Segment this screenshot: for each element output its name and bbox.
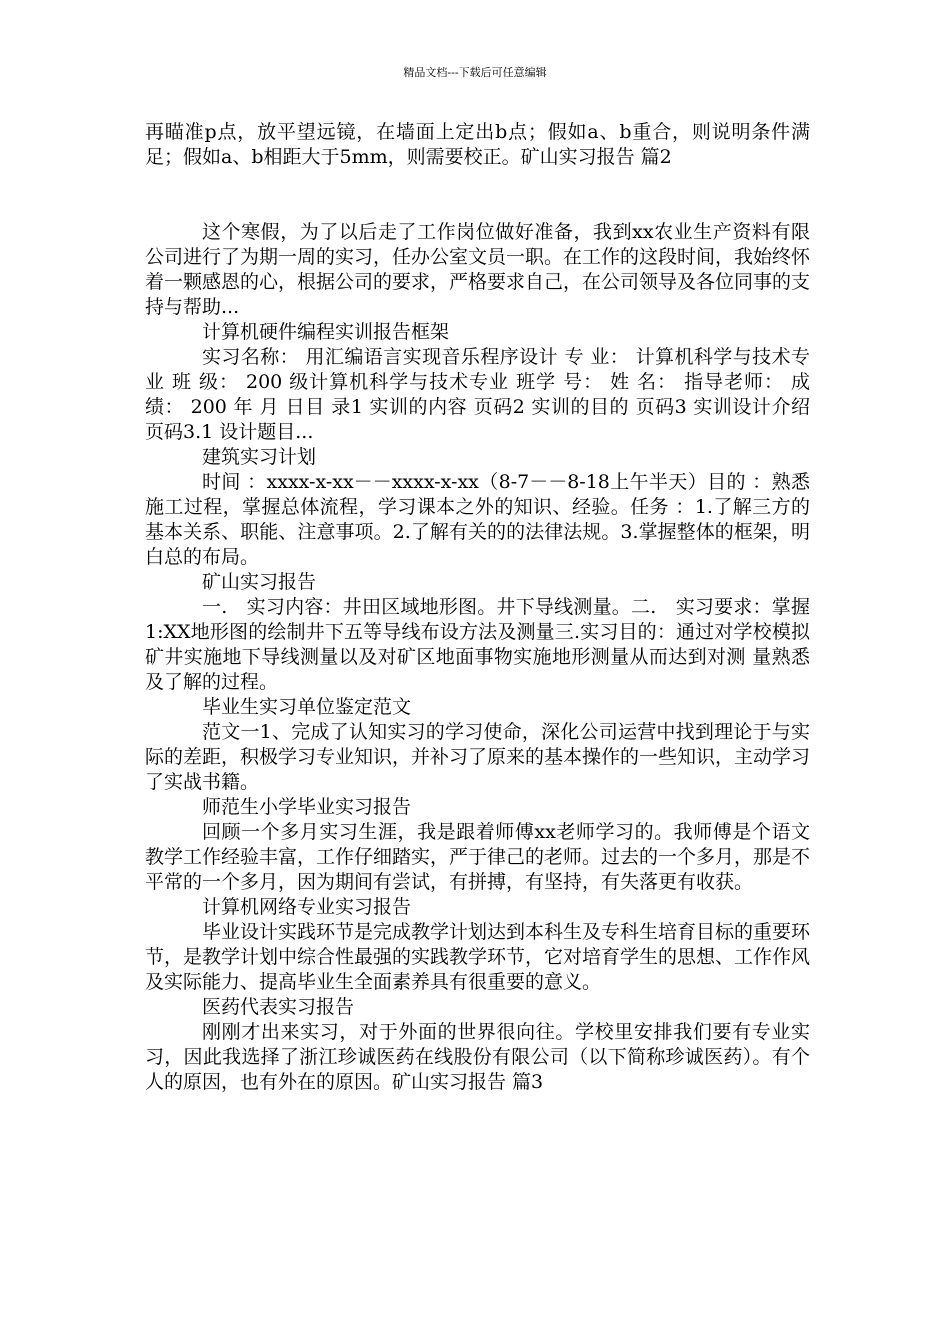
paragraph-gap bbox=[145, 170, 810, 220]
paragraph-continuation: 再瞄准p点，放平望远镜，在墙面上定出b点；假如a、b重合，则说明条件满足；假如a、b相距大于5mm，则需要校正。矿山实习报告 篇2 bbox=[145, 121, 810, 168]
heading-construction-plan: 建筑实习计划 bbox=[202, 446, 317, 468]
paragraph-winter-internship: 这个寒假，为了以后走了工作岗位做好准备，我到xx农业生产资料有限公司进行了为期一周的实习，任办公室文员一职。在工作的这段时间，我始终怀着一颗感恩的心，根据公司的要求，严格要求自己，在公司领导及各位同事的支持与帮助... bbox=[145, 221, 811, 318]
page-header: 精品文档---下载后可任意编辑 bbox=[403, 66, 547, 79]
paragraph-normal-student-report: 回顾一个多月实习生涯，我是跟着师傅xx老师学习的。我师傅是个语文教学工作经验丰富，工作仔细踏实，严于律己的老师。过去的一个多月，那是不平常的一个多月，因为期间有尝试，有拼搏，有坚持，有失落更有收获。 bbox=[145, 821, 811, 893]
heading-hardware-programming: 计算机硬件编程实训报告框架 bbox=[202, 321, 450, 343]
paragraph-construction-plan: 时间 ：xxxx-x-xx－－xxxx-x-xx（8-7－－8-18上午半天）目的 ：熟悉施工过程，掌握总体流程，学习课本之外的知识、经验。任务 ：1.了解三方的基本关系、职能、注意事项。2.了解有关的的法律法规。3.掌握整体的框架，明白总的布局。 bbox=[145, 471, 810, 568]
paragraph-graduate-appraisal: 范文一1、完成了认知实习的学习使命，深化公司运营中找到理论于与实际的差距，积极学习专业知识，并补习了原来的基本操作的一些知识，主动学习了实战书籍。 bbox=[145, 721, 811, 793]
paragraph-mine-report: 一. 实习内容：井田区域地形图。井下导线测量。二. 实习要求：掌握1:XX地形图的绘制井下五等导线布设方法及测量三.实习目的：通过对学校模拟矿井实施地下导线测量以及对矿区地面事物实施地形测量从而达到对测 量熟悉及了解的过程。 bbox=[145, 596, 810, 693]
paragraph-pharma-report: 刚刚才出来实习，对于外面的世界很向往。学校里安排我们要有专业实习，因此我选择了浙江珍诚医药在线股份有限公司（以下简称珍诚医药）。有个人的原因，也有外在的原因。矿山实习报告 篇3 bbox=[145, 1021, 810, 1093]
document-body bbox=[145, 120, 810, 1095]
heading-pharma-report: 医药代表实习报告 bbox=[202, 996, 355, 1018]
paragraph-network-report: 毕业设计实践环节是完成教学计划达到本科生及专科生培育目标的重要环节，是教学计划中综合性最强的实践教学环节，它对培育学生的思想、工作作风及实际能力、提高毕业生全面素养具有很重要的意义。 bbox=[145, 921, 811, 993]
heading-mine-report: 矿山实习报告 bbox=[202, 571, 317, 593]
heading-normal-student-report: 师范生小学毕业实习报告 bbox=[202, 796, 412, 818]
heading-network-report: 计算机网络专业实习报告 bbox=[202, 896, 412, 918]
paragraph-hardware-programming: 实习名称： 用汇编语言实现音乐程序设计 专 业： 计算机科学与技术专业 班 级： 200 级计算机科学与技术专业 班学 号： 姓 名： 指导老师： 成 绩： 200 年 月 日目 录1 实训的内容 页码2 实训的目的 页码3 实训设计介绍 页码3.1 设计题目... bbox=[145, 346, 810, 443]
heading-graduate-appraisal: 毕业生实习单位鉴定范文 bbox=[202, 696, 412, 718]
